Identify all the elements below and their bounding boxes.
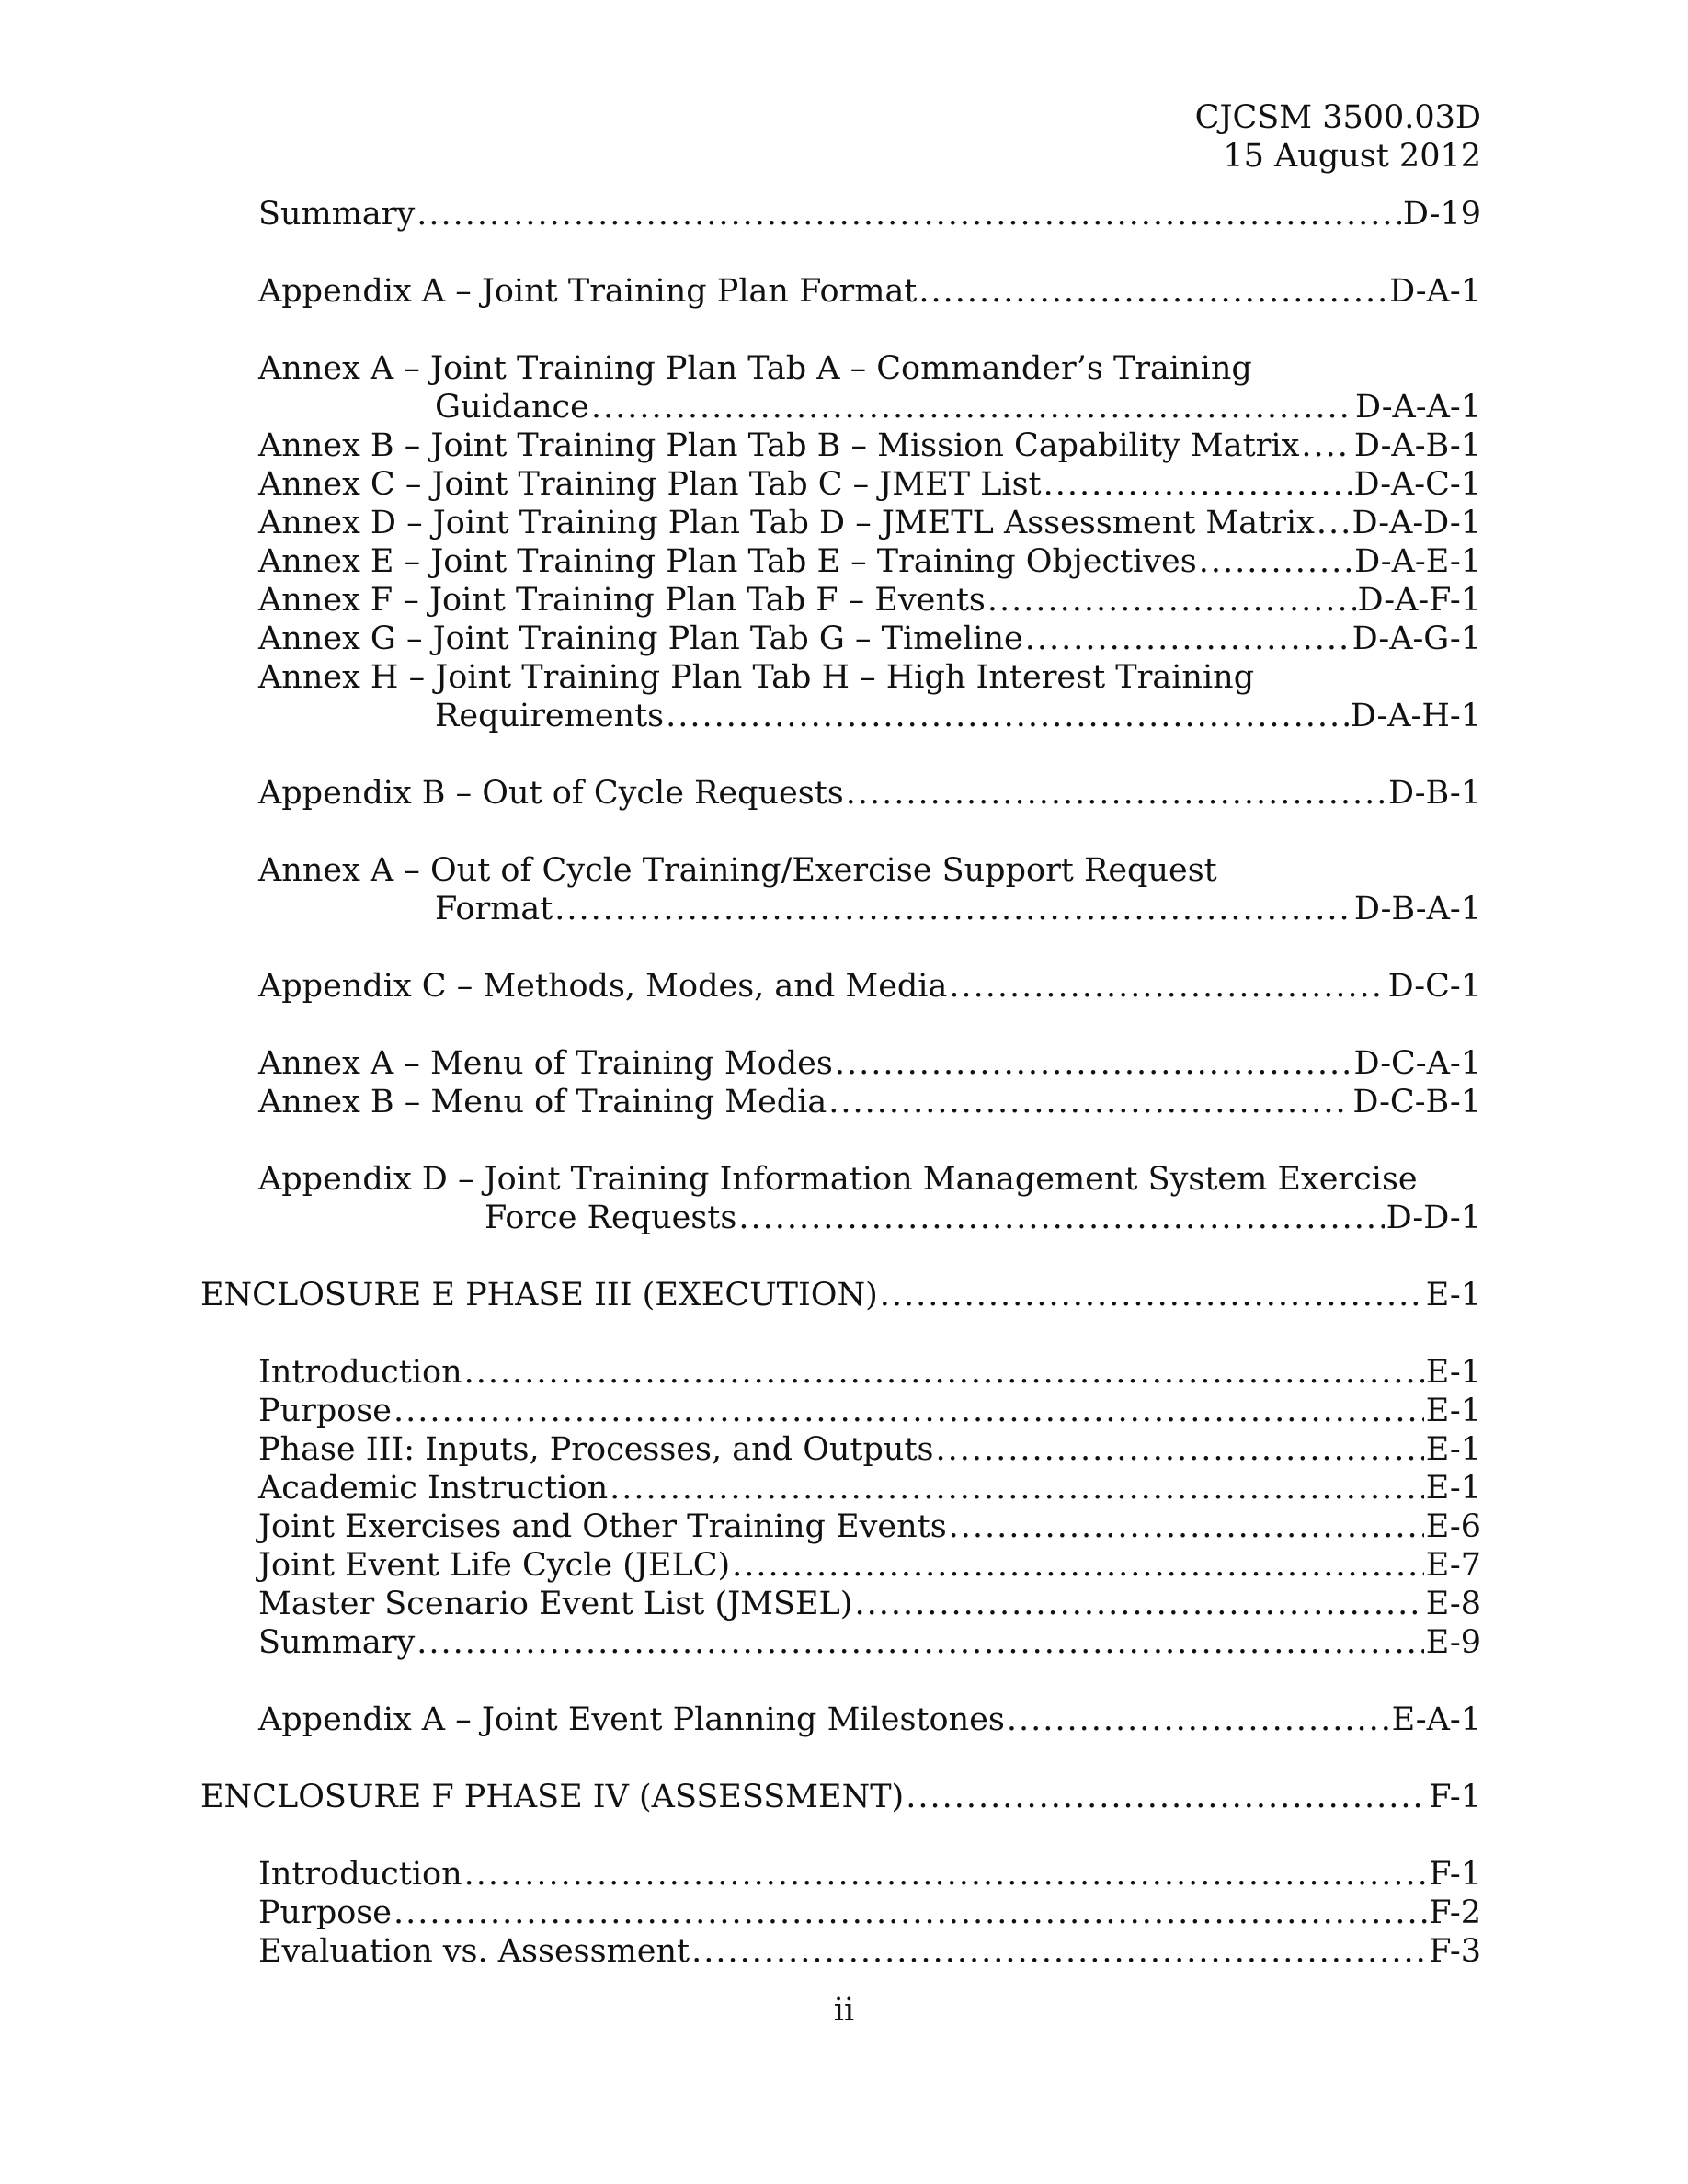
toc-entry-title: Summary (258, 196, 416, 233)
toc-entry-page: D-A-C-1 (1353, 466, 1481, 503)
toc-entry-page: D-A-G-1 (1352, 620, 1481, 657)
toc-entry-page: E-1 (1425, 1393, 1481, 1429)
toc-entry-title: Annex E – Joint Training Plan Tab E – Training Objectives (258, 543, 1197, 580)
toc-entry[interactable] (0, 1546, 1688, 1585)
dot-leader (1199, 542, 1352, 581)
toc-entry-title: Annex D – Joint Training Plan Tab D – JMETL Assessment Matrix (258, 505, 1315, 541)
toc-entry-page: E-1 (1425, 1277, 1481, 1314)
toc-entry-title: ENCLOSURE F PHASE IV (ASSESSMENT) (200, 1779, 905, 1815)
toc-entry[interactable] (0, 349, 1688, 427)
toc-entry-title: Annex A – Joint Training Plan Tab A – Commander’s Training (258, 350, 1252, 387)
toc-entry-page: D-19 (1402, 196, 1481, 233)
dot-leader (987, 581, 1356, 620)
toc-entry[interactable] (0, 1585, 1688, 1623)
dot-leader (591, 388, 1353, 427)
toc-entry-title: Master Scenario Event List (JMSEL) (258, 1586, 853, 1622)
toc-entry-title: Appendix C – Methods, Modes, and Media (258, 968, 948, 1005)
toc-entry-title: Appendix A – Joint Training Plan Format (258, 273, 918, 310)
toc-spacer (0, 1006, 1688, 1044)
toc-entry-page: E-1 (1425, 1354, 1481, 1391)
dot-leader (393, 1392, 1424, 1430)
toc-entry[interactable] (0, 774, 1688, 813)
dot-leader (416, 195, 1401, 233)
toc-entry-title: Introduction (258, 1354, 462, 1391)
dot-leader (935, 1430, 1423, 1469)
dot-leader (1301, 427, 1352, 465)
toc-spacer (0, 813, 1688, 851)
toc-entry-page: D-B-1 (1387, 775, 1481, 812)
dot-leader (732, 1546, 1424, 1585)
toc-spacer (0, 1739, 1688, 1778)
toc-entry[interactable] (0, 1430, 1688, 1469)
toc-entry-page: E-A-1 (1391, 1701, 1481, 1738)
dot-leader (846, 774, 1386, 813)
toc-entry-title: Appendix B – Out of Cycle Requests (258, 775, 844, 812)
dot-leader (1025, 620, 1351, 658)
toc-entry[interactable] (0, 1932, 1688, 1971)
dot-leader (464, 1855, 1428, 1894)
table-of-contents (0, 195, 1688, 1971)
toc-entry-title: Appendix D – Joint Training Information Management System Exercise (258, 1161, 1418, 1198)
toc-entry-page: D-A-H-1 (1350, 698, 1481, 734)
toc-entry-page: E-1 (1425, 1470, 1481, 1507)
toc-entry[interactable] (0, 1855, 1688, 1894)
dot-leader (464, 1353, 1424, 1392)
document-header (1195, 98, 1481, 176)
dot-leader (554, 890, 1352, 928)
toc-entry[interactable] (0, 1276, 1688, 1314)
toc-entry-page: D-C-B-1 (1352, 1084, 1481, 1120)
dot-leader (854, 1585, 1423, 1623)
dot-leader (1007, 1701, 1390, 1739)
toc-entry[interactable] (0, 542, 1688, 581)
toc-spacer (0, 1662, 1688, 1701)
document-date: 15 August 2012 (1223, 138, 1481, 175)
toc-entry[interactable] (0, 620, 1688, 658)
toc-entry-page: D-C-1 (1387, 968, 1481, 1005)
document-number: CJCSM 3500.03D (1194, 99, 1481, 136)
dot-leader (738, 1199, 1384, 1237)
toc-entry[interactable] (0, 465, 1688, 504)
toc-entry-page: E-6 (1425, 1508, 1481, 1545)
dot-leader (906, 1778, 1427, 1816)
toc-entry-title: Annex B – Menu of Training Media (258, 1084, 827, 1120)
dot-leader (1317, 504, 1351, 542)
toc-spacer (0, 1314, 1688, 1353)
toc-entry-page: E-1 (1425, 1431, 1481, 1468)
toc-entry-title: Annex H – Joint Training Plan Tab H – High Interest Training (258, 659, 1255, 696)
toc-entry[interactable] (0, 1160, 1688, 1237)
page-number: ii (833, 1992, 855, 2029)
toc-entry[interactable] (0, 1392, 1688, 1430)
toc-entry[interactable] (0, 1044, 1688, 1083)
toc-entry[interactable] (0, 1701, 1688, 1739)
toc-entry-title: Summary (258, 1624, 416, 1661)
toc-entry-title-continuation: Guidance (435, 389, 589, 426)
toc-entry[interactable] (0, 1353, 1688, 1392)
toc-entry-page: F-1 (1429, 1856, 1481, 1893)
toc-entry[interactable] (0, 1507, 1688, 1546)
toc-spacer (0, 1816, 1688, 1855)
toc-entry[interactable] (0, 1894, 1688, 1932)
toc-entry-page: D-C-A-1 (1353, 1045, 1481, 1082)
toc-entry-title-continuation: Force Requests (485, 1200, 737, 1236)
toc-entry-title: Joint Exercises and Other Training Events (258, 1508, 947, 1545)
toc-entry-title-continuation: Requirements (435, 698, 665, 734)
toc-entry-title: Purpose (258, 1393, 392, 1429)
toc-entry-title: Evaluation vs. Assessment (258, 1933, 690, 1970)
toc-entry[interactable] (0, 427, 1688, 465)
toc-entry-title-continuation: Format (435, 891, 553, 927)
toc-entry-page: D-A-F-1 (1357, 582, 1481, 619)
dot-leader (880, 1276, 1424, 1314)
toc-entry[interactable] (0, 967, 1688, 1006)
dot-leader (828, 1083, 1351, 1121)
toc-entry-page: D-A-E-1 (1354, 543, 1481, 580)
toc-entry[interactable] (0, 504, 1688, 542)
toc-entry-title: Annex C – Joint Training Plan Tab C – JMET List (258, 466, 1042, 503)
dot-leader (610, 1469, 1424, 1507)
toc-entry-title: Introduction (258, 1856, 462, 1893)
toc-entry-page: D-D-1 (1386, 1200, 1481, 1236)
toc-entry-title: Academic Instruction (258, 1470, 609, 1507)
dot-leader (949, 1507, 1424, 1546)
toc-entry-page: D-A-1 (1389, 273, 1481, 310)
toc-entry-title: Joint Event Life Cycle (JELC) (258, 1547, 731, 1584)
dot-leader (1044, 465, 1352, 504)
toc-entry-title: Annex B – Joint Training Plan Tab B – Mission Capability Matrix (258, 427, 1300, 464)
toc-spacer (0, 311, 1688, 349)
toc-entry-page: D-B-A-1 (1353, 891, 1481, 927)
dot-leader (416, 1623, 1423, 1662)
toc-entry-page: D-A-A-1 (1354, 389, 1481, 426)
toc-entry-title: Annex A – Menu of Training Modes (258, 1045, 833, 1082)
toc-entry-page: F-3 (1429, 1933, 1481, 1970)
toc-entry-title: Annex F – Joint Training Plan Tab F – Events (258, 582, 986, 619)
toc-entry-title: Purpose (258, 1894, 392, 1931)
toc-entry[interactable] (0, 272, 1688, 311)
dot-leader (949, 967, 1386, 1006)
toc-entry[interactable] (0, 658, 1688, 735)
toc-entry[interactable] (0, 1778, 1688, 1816)
toc-entry-title: ENCLOSURE E PHASE III (EXECUTION) (200, 1277, 878, 1314)
toc-entry-page: E-8 (1425, 1586, 1481, 1622)
toc-entry-page: E-7 (1425, 1547, 1481, 1584)
toc-entry[interactable] (0, 195, 1688, 233)
toc-entry-title: Annex A – Out of Cycle Training/Exercise Support Request (258, 852, 1217, 889)
dot-leader (393, 1894, 1427, 1932)
toc-entry[interactable] (0, 1083, 1688, 1121)
toc-spacer (0, 928, 1688, 967)
toc-spacer (0, 1121, 1688, 1160)
dot-leader (666, 697, 1349, 735)
toc-entry[interactable] (0, 1623, 1688, 1662)
toc-entry[interactable] (0, 581, 1688, 620)
toc-entry-page: D-A-D-1 (1352, 505, 1481, 541)
toc-spacer (0, 233, 1688, 272)
dot-leader (691, 1932, 1427, 1971)
toc-entry-page: E-9 (1425, 1624, 1481, 1661)
toc-entry-title: Annex G – Joint Training Plan Tab G – Timeline (258, 620, 1023, 657)
toc-entry-page: D-A-B-1 (1353, 427, 1481, 464)
toc-entry-title: Phase III: Inputs, Processes, and Outputs (258, 1431, 934, 1468)
toc-entry-page: F-1 (1429, 1779, 1481, 1815)
toc-entry[interactable] (0, 1469, 1688, 1507)
toc-spacer (0, 1237, 1688, 1276)
dot-leader (835, 1044, 1352, 1083)
dot-leader (918, 272, 1387, 311)
toc-entry-page: F-2 (1429, 1894, 1481, 1931)
toc-entry[interactable] (0, 851, 1688, 928)
toc-entry-title: Appendix A – Joint Event Planning Milestones (258, 1701, 1005, 1738)
toc-spacer (0, 735, 1688, 774)
